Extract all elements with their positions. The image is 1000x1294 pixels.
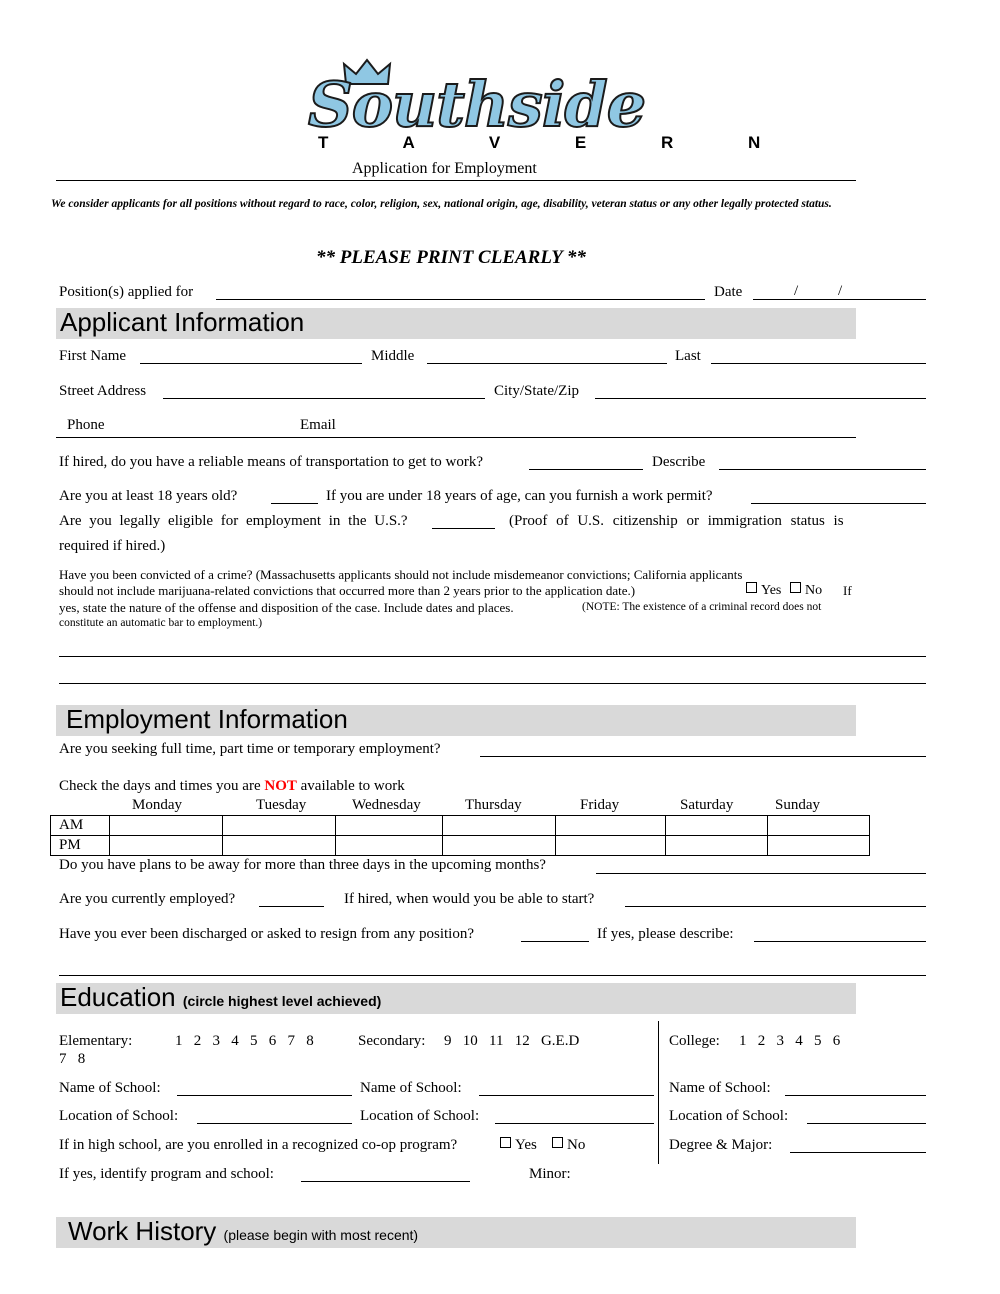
availability-cell[interactable]	[768, 816, 870, 836]
coop-question: If in high school, are you enrolled in a recognized co-op program?	[59, 1137, 458, 1153]
start-date-question: If hired, when would you be able to start?	[344, 891, 595, 907]
phone-label: Phone	[67, 417, 105, 433]
last-name-field[interactable]	[711, 363, 926, 364]
away-question: Do you have plans to be away for more than three days in the upcoming months?	[59, 857, 546, 873]
am-label: AM	[51, 816, 110, 836]
day-header-sunday: Sunday	[775, 797, 820, 813]
day-header-friday: Friday	[580, 797, 620, 813]
availability-cell[interactable]	[223, 816, 336, 836]
availability-instruction	[59, 778, 405, 795]
describe-field[interactable]	[719, 469, 926, 470]
availability-cell[interactable]	[556, 816, 666, 836]
availability-cell[interactable]	[768, 836, 870, 856]
secondary-label: Secondary:	[358, 1033, 426, 1049]
age-question: Are you at least 18 years old?	[59, 488, 238, 504]
availability-text: Check the days and times you are	[59, 778, 265, 794]
currently-employed-question: Are you currently employed?	[59, 891, 236, 907]
city-state-zip-label: City/State/Zip	[494, 383, 579, 399]
phone-email-field[interactable]	[56, 437, 856, 438]
discharged-details-line[interactable]	[59, 975, 926, 976]
crime-no-label: No	[805, 583, 823, 598]
not-emphasis: NOT	[264, 778, 297, 794]
availability-cell[interactable]	[336, 816, 443, 836]
work-permit-field[interactable]	[751, 503, 926, 504]
date-separator: /	[794, 283, 799, 299]
form-title: Application for Employment	[352, 160, 537, 177]
availability-cell[interactable]	[110, 816, 223, 836]
availability-cell[interactable]	[666, 836, 768, 856]
availability-cell[interactable]	[666, 816, 768, 836]
middle-name-label: Middle	[371, 348, 415, 364]
education-title: Education	[60, 982, 176, 1012]
date-separator: /	[838, 283, 843, 299]
crime-note: (NOTE: The existence of a criminal record does not	[582, 601, 822, 613]
availability-text: available to work	[296, 778, 405, 794]
day-header-monday: Monday	[132, 797, 182, 813]
crime-question-cont: should not include marijuana-related convictions that occurred more than 2 years prior to the application date.)	[59, 583, 636, 598]
availability-cell[interactable]	[223, 836, 336, 856]
college-grades-cont[interactable]: 7 8	[59, 1051, 86, 1067]
equal-opportunity-disclaimer: We consider applicants for all positions without regard to race, color, religion, sex, national origin, age, disability, veteran status or any other legally protected status.	[51, 198, 832, 210]
day-header-tuesday: Tuesday	[256, 797, 307, 813]
coop-yes-label: Yes	[515, 1137, 537, 1153]
street-address-field[interactable]	[163, 398, 485, 399]
coop-yes-option[interactable]	[496, 1137, 537, 1154]
logo-wordmark: Southside	[308, 68, 646, 141]
coop-no-label: No	[567, 1137, 586, 1153]
first-name-label: First Name	[59, 348, 127, 364]
away-field[interactable]	[596, 873, 926, 874]
college-grades[interactable]: 1 2 3 4 5 6	[739, 1033, 841, 1049]
crime-question-cont: yes, state the nature of the offense and disposition of the case. Include dates and places.	[59, 600, 514, 615]
work-permit-question: If you are under 18 years of age, can you furnish a work permit?	[326, 488, 713, 504]
college-location-label: Location of School:	[669, 1108, 789, 1124]
college-location-field[interactable]	[807, 1123, 926, 1124]
crime-yes-option[interactable]	[742, 582, 781, 599]
availability-cell[interactable]	[556, 836, 666, 856]
column-divider	[658, 1021, 659, 1164]
section-title	[68, 1216, 418, 1247]
coop-no-option[interactable]	[548, 1137, 585, 1154]
crime-note-cont: constitute an automatic bar to employment.)	[59, 617, 263, 629]
elementary-label: Elementary:	[59, 1033, 133, 1049]
checkbox-icon[interactable]	[790, 582, 801, 593]
availability-cell[interactable]	[110, 836, 223, 856]
eligibility-field[interactable]	[432, 528, 495, 529]
availability-grid	[50, 815, 870, 856]
section-title	[60, 982, 381, 1013]
discharged-describe-field[interactable]	[754, 941, 926, 942]
secondary-school-name-label: Name of School:	[360, 1080, 462, 1096]
table-row	[51, 836, 870, 856]
checkbox-icon[interactable]	[500, 1137, 511, 1148]
crime-if-label: If	[843, 583, 852, 598]
position-field[interactable]	[216, 299, 705, 300]
section-title: Applicant Information	[60, 307, 305, 337]
eligibility-question: Are you legally eligible for employment in the U.S.?	[59, 513, 408, 529]
email-label: Email	[300, 417, 336, 433]
section-title: Employment Information	[66, 704, 348, 734]
elementary-grades[interactable]: 1 2 3 4 5 6 7 8	[175, 1033, 314, 1049]
checkbox-icon[interactable]	[746, 582, 757, 593]
discharged-describe-label: If yes, please describe:	[597, 926, 734, 942]
title-rule	[56, 180, 856, 181]
employment-section-header	[56, 705, 856, 736]
availability-cell[interactable]	[443, 816, 556, 836]
secondary-school-name-field[interactable]	[479, 1095, 654, 1096]
crime-details-line[interactable]	[59, 656, 926, 657]
elementary-location-label: Location of School:	[59, 1108, 179, 1124]
education-section-header	[56, 983, 856, 1014]
college-label: College:	[669, 1033, 720, 1049]
table-row	[51, 816, 870, 836]
logo-subtitle: T A V E R N	[318, 133, 796, 152]
work-history-subtitle: (please begin with most recent)	[223, 1227, 419, 1243]
pm-label: PM	[51, 836, 110, 856]
eligibility-proof-note: (Proof of U.S. citizenship or immigration status is	[509, 513, 844, 529]
day-header-thursday: Thursday	[465, 797, 522, 813]
transportation-question: If hired, do you have a reliable means of transportation to get to work?	[59, 454, 484, 470]
date-label: Date	[714, 284, 743, 300]
crime-question: Have you been convicted of a crime? (Massachusetts applicants should not include misdemeanor convictions; California applicants	[59, 567, 743, 582]
secondary-location-label: Location of School:	[360, 1108, 480, 1124]
checkbox-icon[interactable]	[552, 1137, 563, 1148]
availability-cell[interactable]	[336, 836, 443, 856]
elementary-location-field[interactable]	[197, 1123, 352, 1124]
last-name-label: Last	[675, 348, 701, 364]
first-name-field[interactable]	[140, 363, 362, 364]
crime-no-option[interactable]	[786, 582, 822, 599]
crime-yes-label: Yes	[761, 583, 782, 598]
degree-major-field[interactable]	[790, 1152, 926, 1153]
secondary-location-field[interactable]	[495, 1123, 654, 1124]
describe-label: Describe	[652, 454, 706, 470]
college-name-label: Name of School:	[669, 1080, 771, 1096]
transportation-answer-field[interactable]	[529, 469, 643, 470]
college-name-field[interactable]	[785, 1095, 926, 1096]
education-subtitle: (circle highest level achieved)	[182, 993, 382, 1009]
city-state-zip-field[interactable]	[595, 398, 926, 399]
age-answer-field[interactable]	[271, 503, 318, 504]
secondary-grades[interactable]: 9 10 11 12 G.E.D	[444, 1033, 580, 1049]
eligibility-proof-note-cont: required if hired.)	[59, 538, 166, 554]
elementary-school-name-label: Name of School:	[59, 1080, 161, 1096]
applicant-section-header	[56, 308, 856, 339]
work-history-title: Work History	[68, 1216, 217, 1246]
street-address-label: Street Address	[59, 383, 147, 399]
discharged-question: Have you ever been discharged or asked to resign from any position?	[59, 926, 475, 942]
employment-type-question: Are you seeking full time, part time or temporary employment?	[59, 741, 441, 757]
employment-type-field[interactable]	[480, 756, 926, 757]
degree-major-label: Degree & Major:	[669, 1137, 773, 1153]
start-date-field[interactable]	[625, 906, 926, 907]
elementary-school-name-field[interactable]	[177, 1095, 352, 1096]
day-header-wednesday: Wednesday	[352, 797, 421, 813]
position-label: Position(s) applied for	[59, 284, 194, 300]
discharged-field[interactable]	[521, 941, 589, 942]
print-clearly-notice: ** PLEASE PRINT CLEARLY **	[316, 247, 586, 268]
coop-program-field[interactable]	[301, 1181, 470, 1182]
coop-program-label: If yes, identify program and school:	[59, 1166, 274, 1182]
minor-label: Minor:	[529, 1166, 571, 1182]
middle-name-field[interactable]	[427, 363, 667, 364]
crime-details-line[interactable]	[59, 683, 926, 684]
day-header-saturday: Saturday	[680, 797, 734, 813]
work-history-section-header	[56, 1217, 856, 1248]
availability-cell[interactable]	[443, 836, 556, 856]
currently-employed-field[interactable]	[259, 906, 324, 907]
